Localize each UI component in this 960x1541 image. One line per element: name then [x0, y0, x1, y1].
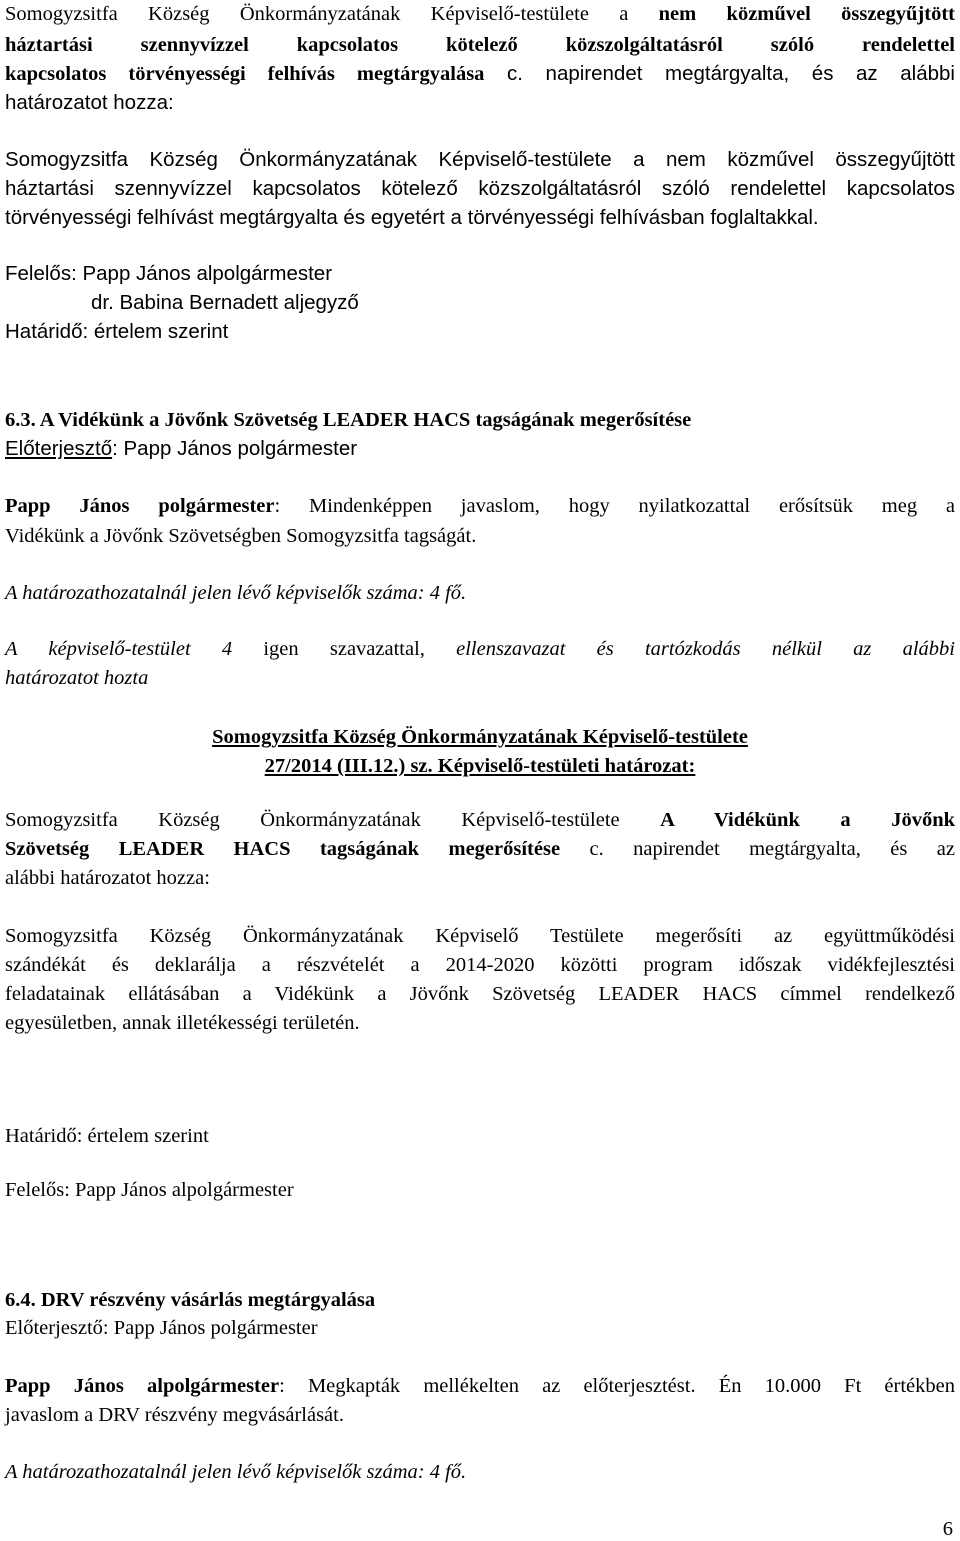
vote-text-italic: ellenszavazat és tartózkodás nélkül az alábbi: [456, 638, 955, 660]
vote-text: igen szavazattal,: [232, 638, 457, 660]
speech-line-1: [5, 496, 955, 517]
intro-bold-text: nem közművel összegyűjtött: [658, 3, 955, 25]
presenter-value: : Papp János polgármester: [112, 437, 358, 460]
present-count: A határozathozatalnál jelen lévő képviselők száma: 4 fő.: [5, 582, 467, 604]
section-heading-6-4: 6.4. DRV részvény vásárlás megtárgyalása: [5, 1289, 376, 1311]
resolution-body-line-2: [5, 839, 955, 860]
decision-line-1: Somogyzsitfa Község Önkormányzatának Képviselő Testülete megerősíti az együttműködési: [5, 925, 955, 947]
presenter-label: Előterjesztő: [5, 437, 113, 460]
responsible-second-line: dr. Babina Bernadett aljegyző: [91, 291, 359, 314]
intro-bold-text: kapcsolatos törvényességi felhívás megtárgyalása: [5, 63, 485, 85]
present-count: A határozathozatalnál jelen lévő képviselők száma: 4 fő.: [5, 1461, 467, 1483]
responsible-line: Felelős: Papp János alpolgármester: [5, 262, 333, 285]
responsible-line: Felelős: Papp János alpolgármester: [5, 1179, 294, 1201]
section-heading-6-3: 6.3. A Vidékünk a Jövőnk Szövetség LEADER HACS tagságának megerősítése: [5, 409, 692, 431]
speaker-name: Papp János polgármester: [5, 495, 275, 517]
resolution-body-line-3: alábbi határozatot hozza:: [5, 867, 210, 889]
speech-line-2: javaslom a DRV részvény megvásárlását.: [5, 1404, 344, 1426]
resolution-body-line-1: [5, 810, 955, 831]
deadline-line: Határidő: értelem szerint: [5, 320, 229, 343]
intro-line-2: háztartási szennyvízzel kapcsolatos kötelező közszolgáltatásról szóló rendelettel: [5, 34, 955, 56]
deadline-line: Határidő: értelem szerint: [5, 1125, 209, 1147]
resolution-title: Somogyzsitfa Község Önkormányzatának Képviselő-testülete: [212, 726, 748, 748]
decision-line-2: szándékát és deklarálja a részvételét a 2014-2020 közötti program időszak vidékfejlesztési: [5, 954, 955, 976]
intro-line-3: [5, 64, 955, 85]
resolution-bold-text: Szövetség LEADER HACS tagságának megerősítése: [5, 838, 561, 860]
speech-text: : Mindenképpen javaslom, hogy nyilatkozattal erősítsük meg a: [274, 495, 955, 517]
resolution-text: c. napirendet megtárgyalta, és az: [560, 838, 955, 860]
intro-line-4: határozatot hozza:: [5, 91, 174, 114]
decision-line-4: egyesületben, annak illetékességi területén.: [5, 1012, 360, 1034]
vote-line-1: [5, 639, 955, 660]
intro-text: c. napirendet megtárgyalta, és az alábbi: [484, 62, 955, 85]
resolution-text: Somogyzsitfa Község Önkormányzatának Képviselő-testülete: [5, 809, 661, 831]
speech-text: : Megkapták mellékelten az előterjesztést. Én 10.000 Ft értékben: [279, 1375, 955, 1397]
intro-text: Somogyzsitfa Község Önkormányzatának Képviselő-testülete a: [5, 3, 659, 25]
resolution-number: 27/2014 (III.12.) sz. Képviselő-testületi határozat:: [264, 755, 696, 777]
speaker-name: Papp János alpolgármester: [5, 1375, 280, 1397]
decision-line-3: feladatainak ellátásában a Vidékünk a Jövőnk Szövetség LEADER HACS címmel rendelkező: [5, 983, 955, 1005]
speech-line-2: Vidékünk a Jövőnk Szövetségben Somogyzsitfa tagságát.: [5, 525, 477, 547]
resolution-bold-text: A Vidékünk a Jövőnk: [660, 809, 955, 831]
speech-line-1: [5, 1376, 955, 1397]
resolution-line-2: háztartási szennyvízzel kapcsolatos kötelező közszolgáltatásról szóló rendelettel kapcsolatos: [5, 177, 955, 200]
resolution-line-3: törvényességi felhívást megtárgyalta és egyetért a törvényességi felhívásban foglaltakkal.: [5, 206, 819, 229]
page-number: 6: [942, 1518, 953, 1540]
presenter-line: Előterjesztő: Papp János polgármester: [5, 1317, 318, 1339]
presenter-line: [5, 439, 357, 460]
resolution-line-1: Somogyzsitfa Község Önkormányzatának Képviselő-testülete a nem közművel összegyűjtött: [5, 148, 955, 171]
intro-line-1: [5, 4, 955, 25]
vote-text-italic: A képviselő-testület 4: [5, 638, 233, 660]
vote-line-2: határozatot hozta: [5, 667, 149, 689]
